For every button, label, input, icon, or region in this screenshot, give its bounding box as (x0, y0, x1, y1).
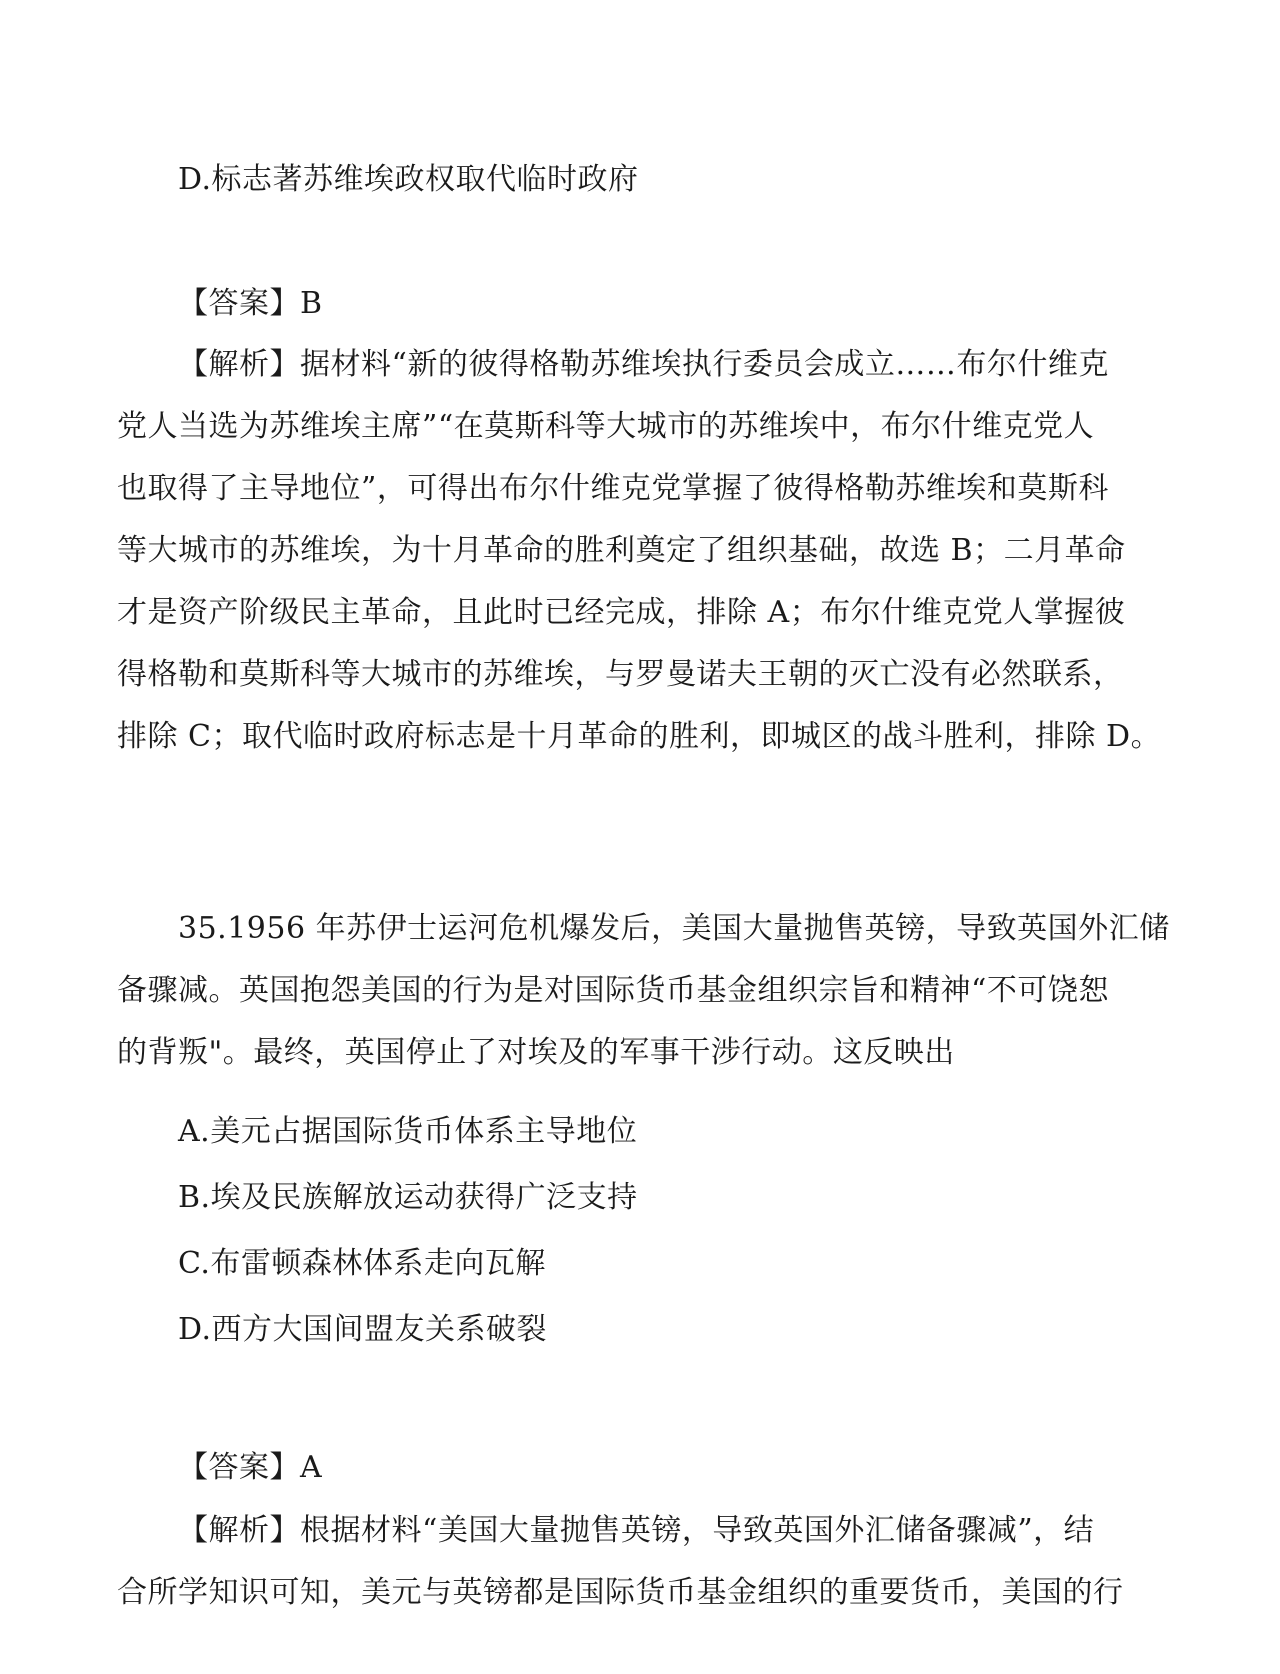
analysis-label: 【解析】 (178, 347, 300, 382)
analysis-line: 【解析】据材料“新的彼得格勒苏维埃执行委员会成立……布尔什维克 (178, 347, 1109, 382)
q34-option-d: D.标志著苏维埃政权取代临时政府 (178, 162, 639, 197)
analysis-line: 排除 C；取代临时政府标志是十月革命的胜利，即城区的战斗胜利，排除 D。 (117, 719, 1162, 754)
analysis-line: 合所学知识可知，美元与英镑都是国际货币基金组织的重要货币，美国的行 (117, 1575, 1124, 1610)
answer-value: B (300, 286, 323, 321)
answer-label: 【答案】 (178, 1450, 300, 1485)
q35-analysis (117, 1500, 1167, 1624)
analysis-line: 党人当选为苏维埃主席”“在莫斯科等大城市的苏维埃中，布尔什维克党人 (117, 409, 1095, 444)
stem-line: 的背叛"。最终，英国停止了对埃及的军事干涉行动。这反映出 (117, 1035, 955, 1070)
analysis-line: 得格勒和莫斯科等大城市的苏维埃，与罗曼诺夫王朝的灭亡没有必然联系， (117, 657, 1124, 692)
q35-answer (178, 1448, 322, 1488)
stem-line: 备骤减。英国抱怨美国的行为是对国际货币基金组织宗旨和精神“不可饶恕 (117, 973, 1109, 1008)
analysis-label: 【解析】 (178, 1513, 300, 1548)
q35-option-a: A.美元占据国际货币体系主导地位 (178, 1114, 638, 1149)
q35-option-d: D.西方大国间盟友关系破裂 (178, 1312, 548, 1347)
analysis-line: 【解析】根据材料“美国大量抛售英镑，导致英国外汇储备骤减”，结 (178, 1513, 1095, 1548)
q34-analysis (117, 334, 1167, 768)
stem-line: 35.1956 年苏伊士运河危机爆发后，美国大量抛售英镑，导致英国外汇储 (178, 911, 1170, 946)
q35-stem (117, 898, 1170, 1084)
analysis-line: 也取得了主导地位”，可得出布尔什维克党掌握了彼得格勒苏维埃和莫斯科 (117, 471, 1109, 506)
answer-value: A (300, 1450, 323, 1485)
q35-option-c: C.布雷顿森林体系走向瓦解 (178, 1246, 546, 1281)
q35-option-b: B.埃及民族解放运动获得广泛支持 (178, 1180, 638, 1215)
q34-answer (178, 284, 323, 324)
analysis-line: 才是资产阶级民主革命，且此时已经完成，排除 A；布尔什维克党人掌握彼 (117, 595, 1126, 630)
analysis-line: 等大城市的苏维埃，为十月革命的胜利奠定了组织基础，故选 B；二月革命 (117, 533, 1126, 568)
answer-label: 【答案】 (178, 286, 300, 321)
